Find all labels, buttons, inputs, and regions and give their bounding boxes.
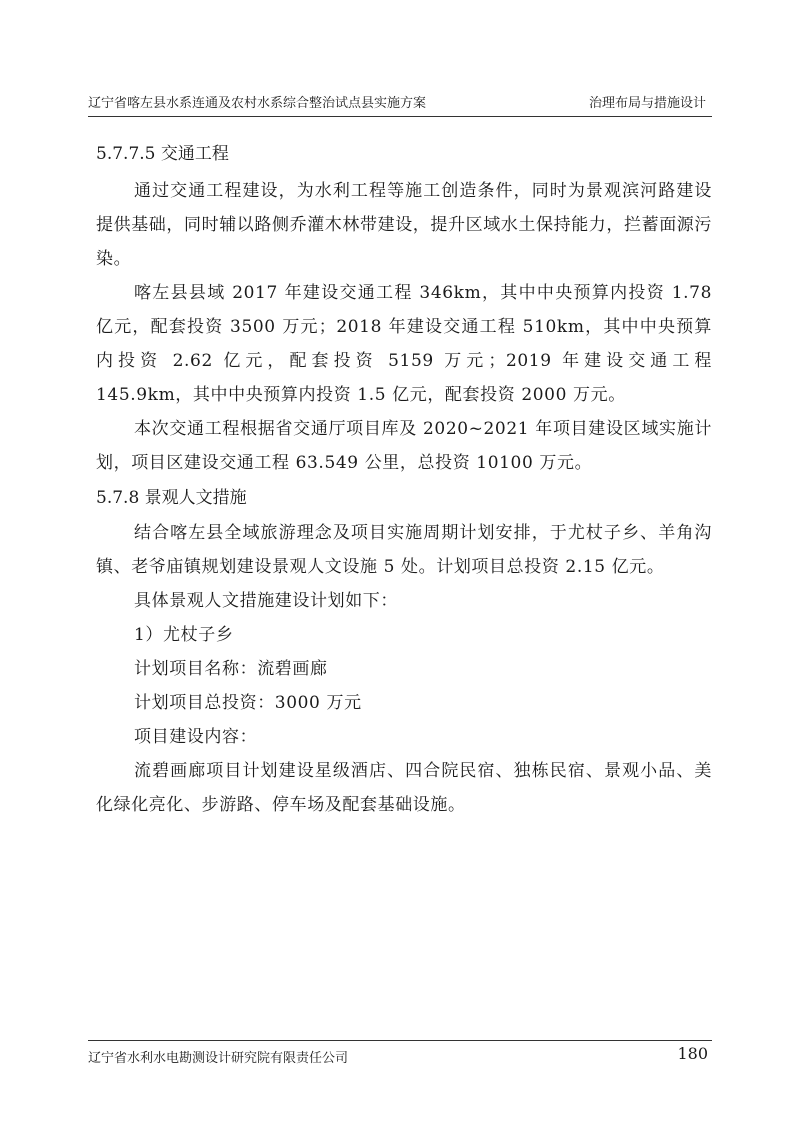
paragraph-project-content: 流碧画廊项目计划建设星级酒店、四合院民宿、独栋民宿、景观小品、美化绿化亮化、步游路、停车场及配套基础设施。 — [96, 761, 712, 815]
paragraph-traffic-purpose: 通过交通工程建设，为水利工程等施工创造条件，同时为景观滨河路建设提供基础，同时辅以路侧乔灌木林带建设，提升区域水土保持能力，拦蓄面源污染。 — [96, 181, 712, 269]
project-content-label: 项目建设内容： — [134, 727, 258, 747]
page-number: 180 — [677, 1044, 708, 1063]
header-chapter-title: 治理布局与措施设计 — [588, 96, 706, 111]
project-name-line: 计划项目名称：流碧画廊 — [134, 659, 328, 679]
landscape-plan-intro: 具体景观人文措施建设计划如下： — [134, 591, 398, 611]
project-investment-line: 计划项目总投资：3000 万元 — [134, 693, 362, 713]
list-item-youzhangzi: 1）尤杖子乡 — [134, 625, 234, 645]
section-heading-5-7-7-5: 5.7.7.5 交通工程 — [96, 144, 229, 164]
page-body — [96, 136, 712, 822]
header-document-title: 辽宁省喀左县水系连通及农村水系综合整治试点县实施方案 — [88, 96, 427, 111]
page-footer — [88, 1040, 712, 1069]
page-header — [88, 92, 712, 117]
paragraph-landscape-overview: 结合喀左县全域旅游理念及项目实施周期计划安排，于尤杖子乡、羊角沟镇、老爷庙镇规划建设景观人文设施 5 处。计划项目总投资 2.15 亿元。 — [96, 523, 712, 577]
paragraph-traffic-history: 喀左县县域 2017 年建设交通工程 346km，其中中央预算内投资 1.78 亿元，配套投资 3500 万元；2018 年建设交通工程 510km，其中中央预算内投资 2.62 亿元，配套投资 5159 万元；2019 年建设交通工程 145.9km，其中中央预算内投资 1.5 亿元，配套投资 2000 万元。 — [96, 283, 712, 405]
footer-organization: 辽宁省水利水电勘测设计研究院有限责任公司 — [88, 1051, 349, 1066]
section-heading-5-7-8: 5.7.8 景观人文措施 — [96, 488, 247, 508]
paragraph-traffic-plan: 本次交通工程根据省交通厅项目库及 2020~2021 年项目建设区域实施计划，项目区建设交通工程 63.549 公里，总投资 10100 万元。 — [96, 419, 712, 473]
